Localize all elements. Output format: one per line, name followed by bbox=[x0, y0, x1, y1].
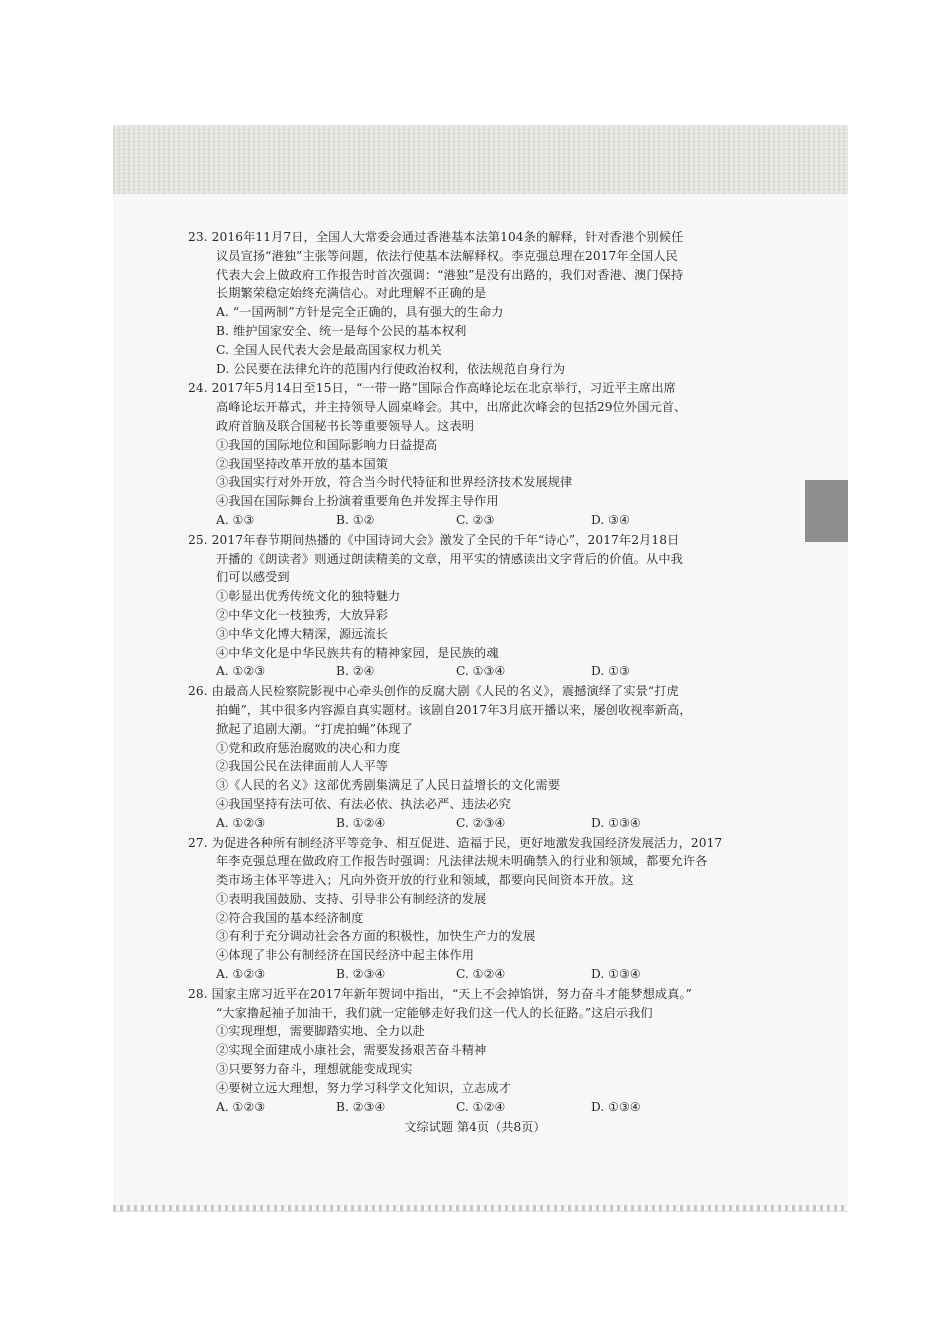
answer-choice: A. ①②③ bbox=[216, 1099, 266, 1114]
side-tab-marker bbox=[805, 480, 848, 542]
answer-choice: A. ①②③ bbox=[216, 664, 266, 679]
question-23 bbox=[188, 228, 733, 378]
question-option: ④要树立远大理想，努力学习科学文化知识，立志成才 bbox=[216, 1080, 511, 1095]
question-option: ③有利于充分调动社会各方面的积极性，加快生产力的发展 bbox=[216, 929, 536, 944]
answer-choice: A. ①③ bbox=[216, 512, 255, 527]
question-24 bbox=[188, 379, 733, 529]
answer-choices bbox=[188, 511, 733, 530]
answer-choice: B. ②③④ bbox=[336, 1099, 386, 1114]
question-stem-line: 代表大会上做政府工作报告时首次强调：“港独”是没有出路的，我们对香港、澳门保持 bbox=[216, 267, 684, 282]
answer-choice: C. ②③④ bbox=[456, 815, 506, 830]
question-option: ③只要努力奋斗，理想就能变成现实 bbox=[216, 1062, 413, 1077]
answer-choice: B. ①②④ bbox=[336, 815, 386, 830]
answer-choice: A. ①②③ bbox=[216, 815, 266, 830]
question-stem-line: 25. 2017年春节期间热播的《中国诗词大会》激发了全民的千年“诗心”，2017年2月18日 bbox=[188, 532, 680, 547]
question-option: ①表明我国鼓励、支持、引导非公有制经济的发展 bbox=[216, 891, 487, 906]
answer-choices bbox=[188, 1098, 733, 1117]
question-option: B. 维护国家安全、统一是每个公民的基本权利 bbox=[216, 323, 467, 338]
answer-choice: C. ①②④ bbox=[456, 967, 506, 982]
answer-choice: D. ③④ bbox=[591, 512, 630, 527]
question-stem-line: 长期繁荣稳定始终充满信心。对此理解不正确的是 bbox=[216, 286, 487, 301]
question-stem-line: 议员宣扬“港独”主张等问题，依法行使基本法解释权。李克强总理在2017年全国人民 bbox=[216, 248, 678, 263]
question-stem-line: 年李克强总理在做政府工作报告时强调：凡法律法规未明确禁入的行业和领域，都要允许各 bbox=[216, 854, 708, 869]
question-stem-line: 24. 2017年5月14日至15日，“一带一路”国际合作高峰论坛在北京举行，习近平主席出席 bbox=[188, 381, 676, 396]
answer-choices bbox=[188, 965, 733, 984]
question-stem-line: 政府首脑及联合国秘书长等重要领导人。这表明 bbox=[216, 418, 475, 433]
page-footer: 文综试题 第4页（共8页） bbox=[404, 1120, 546, 1134]
question-option: ②符合我国的基本经济制度 bbox=[216, 910, 364, 925]
question-option: ②中华文化一枝独秀，大放异彩 bbox=[216, 607, 389, 622]
question-option: ③我国实行对外开放，符合当今时代特征和世界经济技术发展规律 bbox=[216, 475, 573, 490]
question-stem-line: 23. 2016年11月7日，全国人大常委会通过香港基本法第104条的解释，针对香港个别候任 bbox=[188, 230, 684, 244]
question-stem-line: 掀起了追剧大潮。“打虎拍蝇”体现了 bbox=[216, 721, 413, 736]
question-option: ①党和政府惩治腐败的决心和力度 bbox=[216, 740, 401, 755]
question-27 bbox=[188, 834, 733, 984]
question-stem-line: 高峰论坛开幕式，并主持领导人圆桌峰会。其中，出席此次峰会的包括29位外国元首、 bbox=[216, 400, 687, 415]
question-25 bbox=[188, 531, 733, 681]
question-option: D. 公民要在法律允许的范围内行使政治权利，依法规范自身行为 bbox=[216, 361, 566, 376]
answer-choice: C. ①②④ bbox=[456, 1099, 506, 1114]
question-option: ④中华文化是中华民族共有的精神家园，是民族的魂 bbox=[216, 645, 499, 660]
answer-choice: D. ①③④ bbox=[591, 967, 641, 982]
question-option: ②我国坚持改革开放的基本国策 bbox=[216, 456, 389, 471]
question-28 bbox=[188, 985, 733, 1117]
question-option: ④我国在国际舞台上扮演着重要角色并发挥主导作用 bbox=[216, 494, 499, 509]
question-option: ②实现全面建成小康社会，需要发扬艰苦奋斗精神 bbox=[216, 1043, 487, 1058]
question-stem-line: “大家撸起袖子加油干，我们就一定能够走好我们这一代人的长征路。”这启示我们 bbox=[216, 1005, 653, 1020]
question-option: ④我国坚持有法可依、有法必依、执法必严、违法必究 bbox=[216, 796, 511, 811]
question-stem-line: 27. 为促进各种所有制经济平等竞争、相互促进、造福于民，更好地激发我国经济发展活力，2017 bbox=[188, 835, 723, 850]
question-stem-line: 们可以感受到 bbox=[216, 570, 290, 585]
questions-block bbox=[188, 228, 733, 1117]
question-option: ③中华文化博大精深，源远流长 bbox=[216, 626, 389, 641]
answer-choice: A. ①②③ bbox=[216, 967, 266, 982]
question-option: ④体现了非公有制经济在国民经济中起主体作用 bbox=[216, 948, 475, 963]
question-26 bbox=[188, 682, 733, 832]
scan-header-noise bbox=[113, 126, 848, 194]
answer-choice: D. ①③④ bbox=[591, 815, 641, 830]
question-stem-line: 拍蝇”，其中很多内容源自真实题材。该剧自2017年3月底开播以来，屡创收视率新高， bbox=[216, 702, 692, 717]
answer-choice: D. ①③④ bbox=[591, 1099, 641, 1114]
question-option: A. “一国两制”方针是完全正确的，具有强大的生命力 bbox=[216, 305, 504, 320]
answer-choice: B. ②③④ bbox=[336, 967, 386, 982]
question-option: ①实现理想，需要脚踏实地、全力以赴 bbox=[216, 1024, 425, 1039]
question-option: ③《人民的名义》这部优秀剧集满足了人民日益增长的文化需要 bbox=[216, 778, 561, 793]
answer-choice: B. ②④ bbox=[336, 664, 375, 679]
question-option: ②我国公民在法律面前人人平等 bbox=[216, 759, 389, 774]
scan-bottom-edge bbox=[113, 1205, 848, 1211]
answer-choice: B. ①② bbox=[336, 512, 375, 527]
answer-choices bbox=[188, 814, 733, 833]
question-option: C. 全国人民代表大会是最高国家权力机关 bbox=[216, 342, 442, 357]
answer-choice: C. ②③ bbox=[456, 512, 495, 527]
question-option: ①彰显出优秀传统文化的独特魅力 bbox=[216, 589, 401, 604]
question-stem-line: 开播的《朗读者》则通过朗读精美的文章，用平实的情感读出文字背后的价值。从中我 bbox=[216, 551, 683, 566]
question-option: ①我国的国际地位和国际影响力日益提高 bbox=[216, 437, 438, 452]
answer-choice: C. ①③④ bbox=[456, 664, 506, 679]
answer-choices bbox=[188, 662, 733, 681]
question-stem-line: 28. 国家主席习近平在2017年新年贺词中指出，“天上不会掉馅饼，努力奋斗才能梦想成真。” bbox=[188, 986, 692, 1001]
answer-choice: D. ①③ bbox=[591, 664, 630, 679]
question-stem-line: 类市场主体平等进入；凡向外资开放的行业和领域，都要向民间资本开放。这 bbox=[216, 873, 634, 888]
question-stem-line: 26. 由最高人民检察院影视中心牵头创作的反腐大剧《人民的名义》，震撼演绎了实景“打虎 bbox=[188, 684, 679, 699]
